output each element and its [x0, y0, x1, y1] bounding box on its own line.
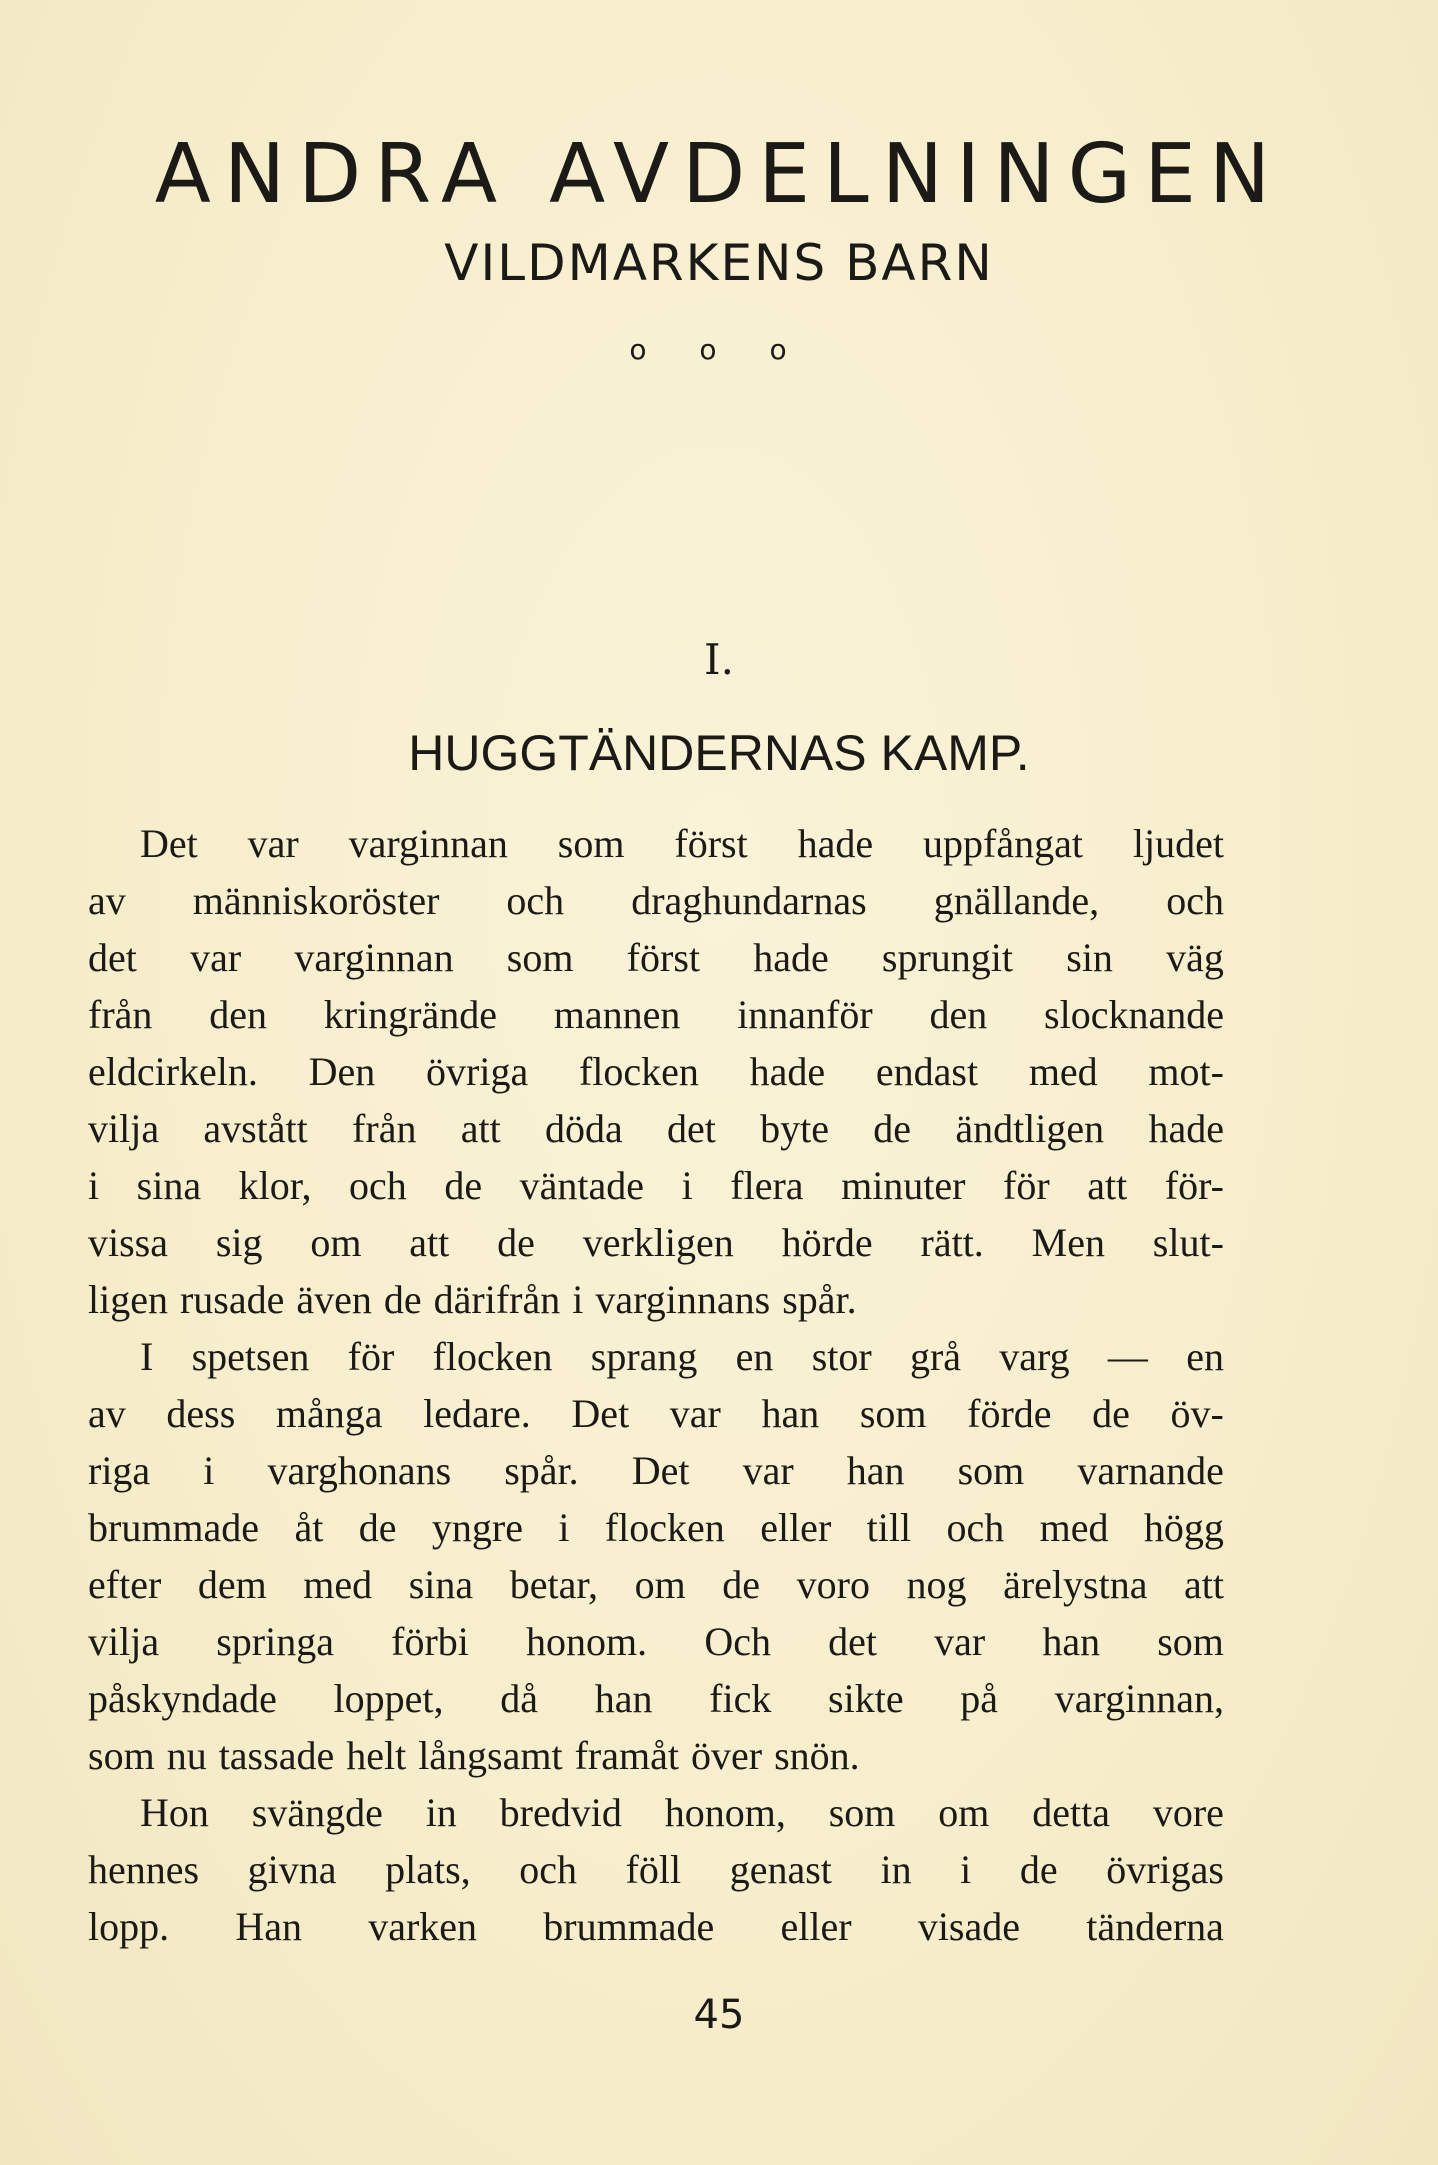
- chapter-number: I.: [704, 635, 734, 684]
- part-title: ANDRA AVDELNINGEN: [154, 127, 1284, 222]
- text-line: vissa sig om att de verkligen hörde rätt. Men slut-: [88, 1220, 1224, 1265]
- text-line: hennes givna plats, och föll genast in i de övrigas: [88, 1847, 1224, 1892]
- text-line: påskyndade loppet, då han fick sikte på varginnan,: [88, 1676, 1224, 1721]
- paragraph: [88, 815, 1224, 1328]
- text-line: I spetsen för flocken sprang en stor grå varg — en: [140, 1334, 1224, 1379]
- text-line: som nu tassade helt långsamt framåt över snön.: [88, 1733, 860, 1778]
- text-line: efter dem med sina betar, om de voro nog ärelystna att: [88, 1562, 1224, 1607]
- text-line: av dess många ledare. Det var han som förde de öv-: [88, 1391, 1224, 1436]
- text-line: vilja springa förbi honom. Och det var han som: [88, 1619, 1224, 1664]
- text-line: Det var varginnan som först hade uppfångat ljudet: [140, 821, 1224, 866]
- text-line: Hon svängde in bredvid honom, som om detta vore: [140, 1790, 1224, 1835]
- text-line: riga i varghonans spår. Det var han som varnande: [88, 1448, 1224, 1493]
- text-line: lopp. Han varken brummade eller visade tänderna: [88, 1904, 1224, 1949]
- ornament-divider: o o o: [629, 333, 809, 366]
- text-line: det var varginnan som först hade sprungit sin väg: [88, 935, 1224, 980]
- paragraph: [88, 1328, 1224, 1784]
- chapter-body: [88, 815, 1224, 1955]
- part-subtitle: VILDMARKENS BARN: [444, 234, 994, 292]
- text-line: vilja avstått från att döda det byte de ändtligen hade: [88, 1106, 1224, 1151]
- text-line: från den kringrände mannen innanför den slocknande: [88, 992, 1224, 1037]
- text-line: av människoröster och draghundarnas gnällande, och: [88, 878, 1224, 923]
- chapter-title: HUGGTÄNDERNAS KAMP.: [408, 725, 1030, 781]
- text-line: i sina klor, och de väntade i flera minuter för att för-: [88, 1163, 1224, 1208]
- text-line: brummade åt de yngre i flocken eller till och med högg: [88, 1505, 1224, 1550]
- text-line: eldcirkeln. Den övriga flocken hade endast med mot-: [88, 1049, 1224, 1094]
- page-number: 45: [693, 1992, 745, 2038]
- paragraph: [88, 1784, 1224, 1955]
- text-line: ligen rusade även de därifrån i varginnans spår.: [88, 1277, 857, 1322]
